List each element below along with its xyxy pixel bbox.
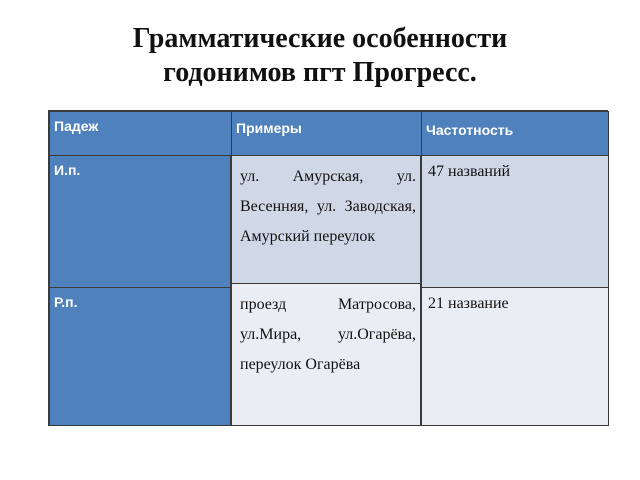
header-examples-label: Примеры	[236, 120, 302, 136]
row-1-examples-text: ул. Амурская, ул. Весенняя, ул. Заводская, Амурский переулок	[240, 168, 416, 245]
row-2-frequency-text: 21 название	[428, 295, 509, 312]
grammar-table	[48, 110, 608, 426]
row-2-examples-text: проезд Матросова, ул.Мира, ул.Огарёва, переулок Огарёва	[240, 296, 416, 373]
row-2-frequency	[421, 287, 609, 426]
row-2-case	[49, 287, 231, 426]
row-1-examples	[231, 155, 421, 293]
row-2-examples	[231, 283, 421, 426]
row-1-frequency-text: 47 названий	[428, 163, 511, 180]
slide-title	[0, 22, 640, 90]
header-frequency-label: Частотность	[426, 122, 514, 138]
row-1-case-label: И.п.	[54, 162, 81, 178]
row-1-frequency	[421, 155, 609, 293]
slide-title-line-1: Грамматические особенности	[132, 23, 508, 54]
header-case-label: Падеж	[54, 118, 99, 134]
row-2-case-label: Р.п.	[54, 294, 78, 310]
slide-title-line-2: годонимов пгт Прогресс.	[163, 57, 477, 88]
row-1-case	[49, 155, 231, 293]
